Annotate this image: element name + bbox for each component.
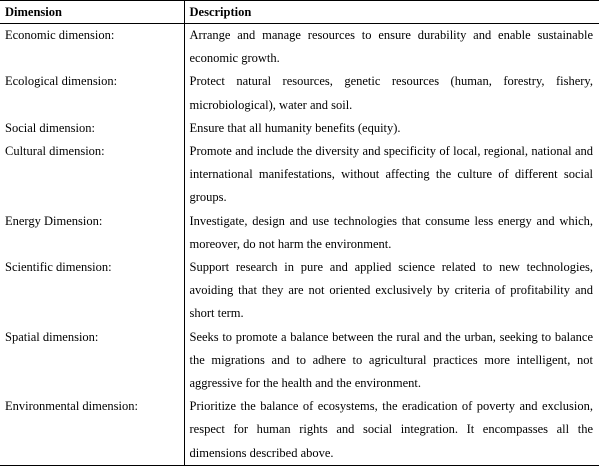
table-row	[0, 24, 599, 71]
table-row	[0, 140, 599, 210]
dimension-cell: Economic dimension:	[0, 24, 184, 71]
description-cell: Support research in pure and applied science related to new technologies, avoiding that they are not oriented exclusively by criteria of profitability and short term.	[189, 260, 593, 321]
description-cell: Arrange and manage resources to ensure durability and enable sustainable economic growth.	[189, 28, 593, 66]
dimension-cell: Ecological dimension:	[0, 70, 184, 116]
table-row	[0, 210, 599, 256]
description-cell: Protect natural resources, genetic resources (human, forestry, fishery, microbiological), water and soil.	[189, 74, 593, 112]
header-dimension: Dimension	[0, 1, 184, 24]
description-cell: Ensure that all humanity benefits (equity).	[189, 120, 401, 135]
description-cell: Prioritize the balance of ecosystems, the eradication of poverty and exclusion, respect for human rights and social integration. It encompasses all the dimensions described above.	[184, 395, 599, 465]
description-cell: Seeks to promote a balance between the rural and the urban, seeking to balance the migrations and to adhere to agricultural practices more intelligent, not aggressive for the health and the environment.	[189, 329, 593, 391]
description-cell: Promote and include the diversity and specificity of local, regional, national and international manifestations, without affecting the culture of different social groups.	[189, 144, 593, 205]
dimension-cell: Energy Dimension:	[0, 210, 184, 256]
table-row	[0, 256, 599, 326]
dimension-cell: Environmental dimension:	[0, 395, 184, 465]
table-row	[0, 326, 599, 396]
table-header-row	[0, 1, 599, 24]
description-cell: Investigate, design and use technologies that consume less energy and which, moreover, do not harm the environment.	[189, 213, 593, 251]
dimension-cell: Scientific dimension:	[0, 256, 184, 326]
dimension-cell: Spatial dimension:	[0, 326, 184, 396]
header-description: Description	[184, 1, 599, 24]
dimension-cell: Social dimension:	[0, 117, 184, 140]
table-row	[0, 70, 599, 116]
table-row	[0, 117, 599, 140]
table-row	[0, 395, 599, 465]
dimension-cell: Cultural dimension:	[0, 140, 184, 210]
